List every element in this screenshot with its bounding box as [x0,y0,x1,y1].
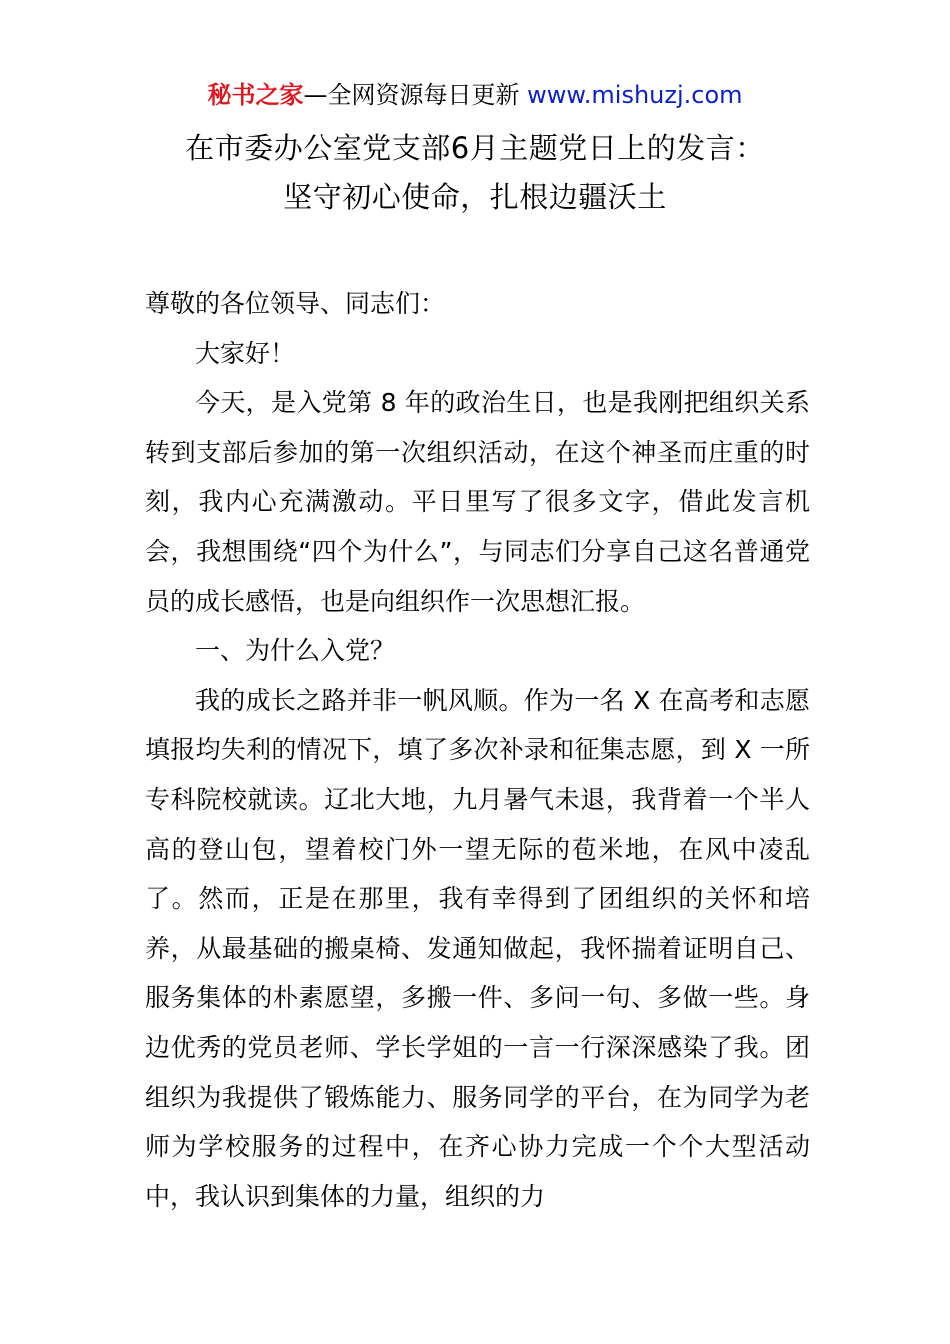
paragraph-section-1: 我的成长之路并非一帆风顺。作为一名 X 在高考和志愿填报均失利的情况下，填了多次补录和征集志愿，到 X 一所专科院校就读。辽北大地，九月暑气未退，我背着一个半人高的登山包，望着校门外一望无际的苞米地，在风中凌乱了。然而，正是在那里，我有幸得到了团组织的关怀和培养，从最基础的搬桌椅、发通知做起，我怀揣着证明自己、服务集体的朴素愿望，多搬一件、多问一句、多做一些。身边优秀的党员老师、学长学姐的一言一行深深感染了我。团组织为我提供了锻炼能力、服务同学的平台，在为同学为老师为学校服务的过程中，在齐心协力完成一个个大型活动中，我认识到集体的力量，组织的力 [145,685,810,1211]
paragraph-intro: 今天，是入党第 8 年的政治生日，也是我刚把组织关系转到支部后参加的第一次组织活动，在这个神圣而庄重的时刻，我内心充满激动。平日里写了很多文字，借此发言机会，我想围绕“四个为什么”，与同志们分享自己这名普通党员的成长感悟，也是向组织作一次思想汇报。 [145,388,810,616]
site-brand: 秘书之家 [207,81,304,109]
site-tagline: —全网资源每日更新 [303,81,528,109]
salutation: 尊敬的各位领导、同志们： [145,289,446,318]
site-url-link[interactable]: www.mishuzj.com [527,81,743,109]
section-heading-1: 一、为什么入党？ [195,636,396,666]
paragraph-greeting: 大家好！ [195,338,296,368]
document-title-line-1: 在市委办公室党支部6月主题党日上的发言： [185,131,765,165]
document-title-line-2: 坚守初心使命，扎根边疆沃土 [283,180,667,214]
document-body [145,279,810,1221]
site-header [0,78,950,112]
